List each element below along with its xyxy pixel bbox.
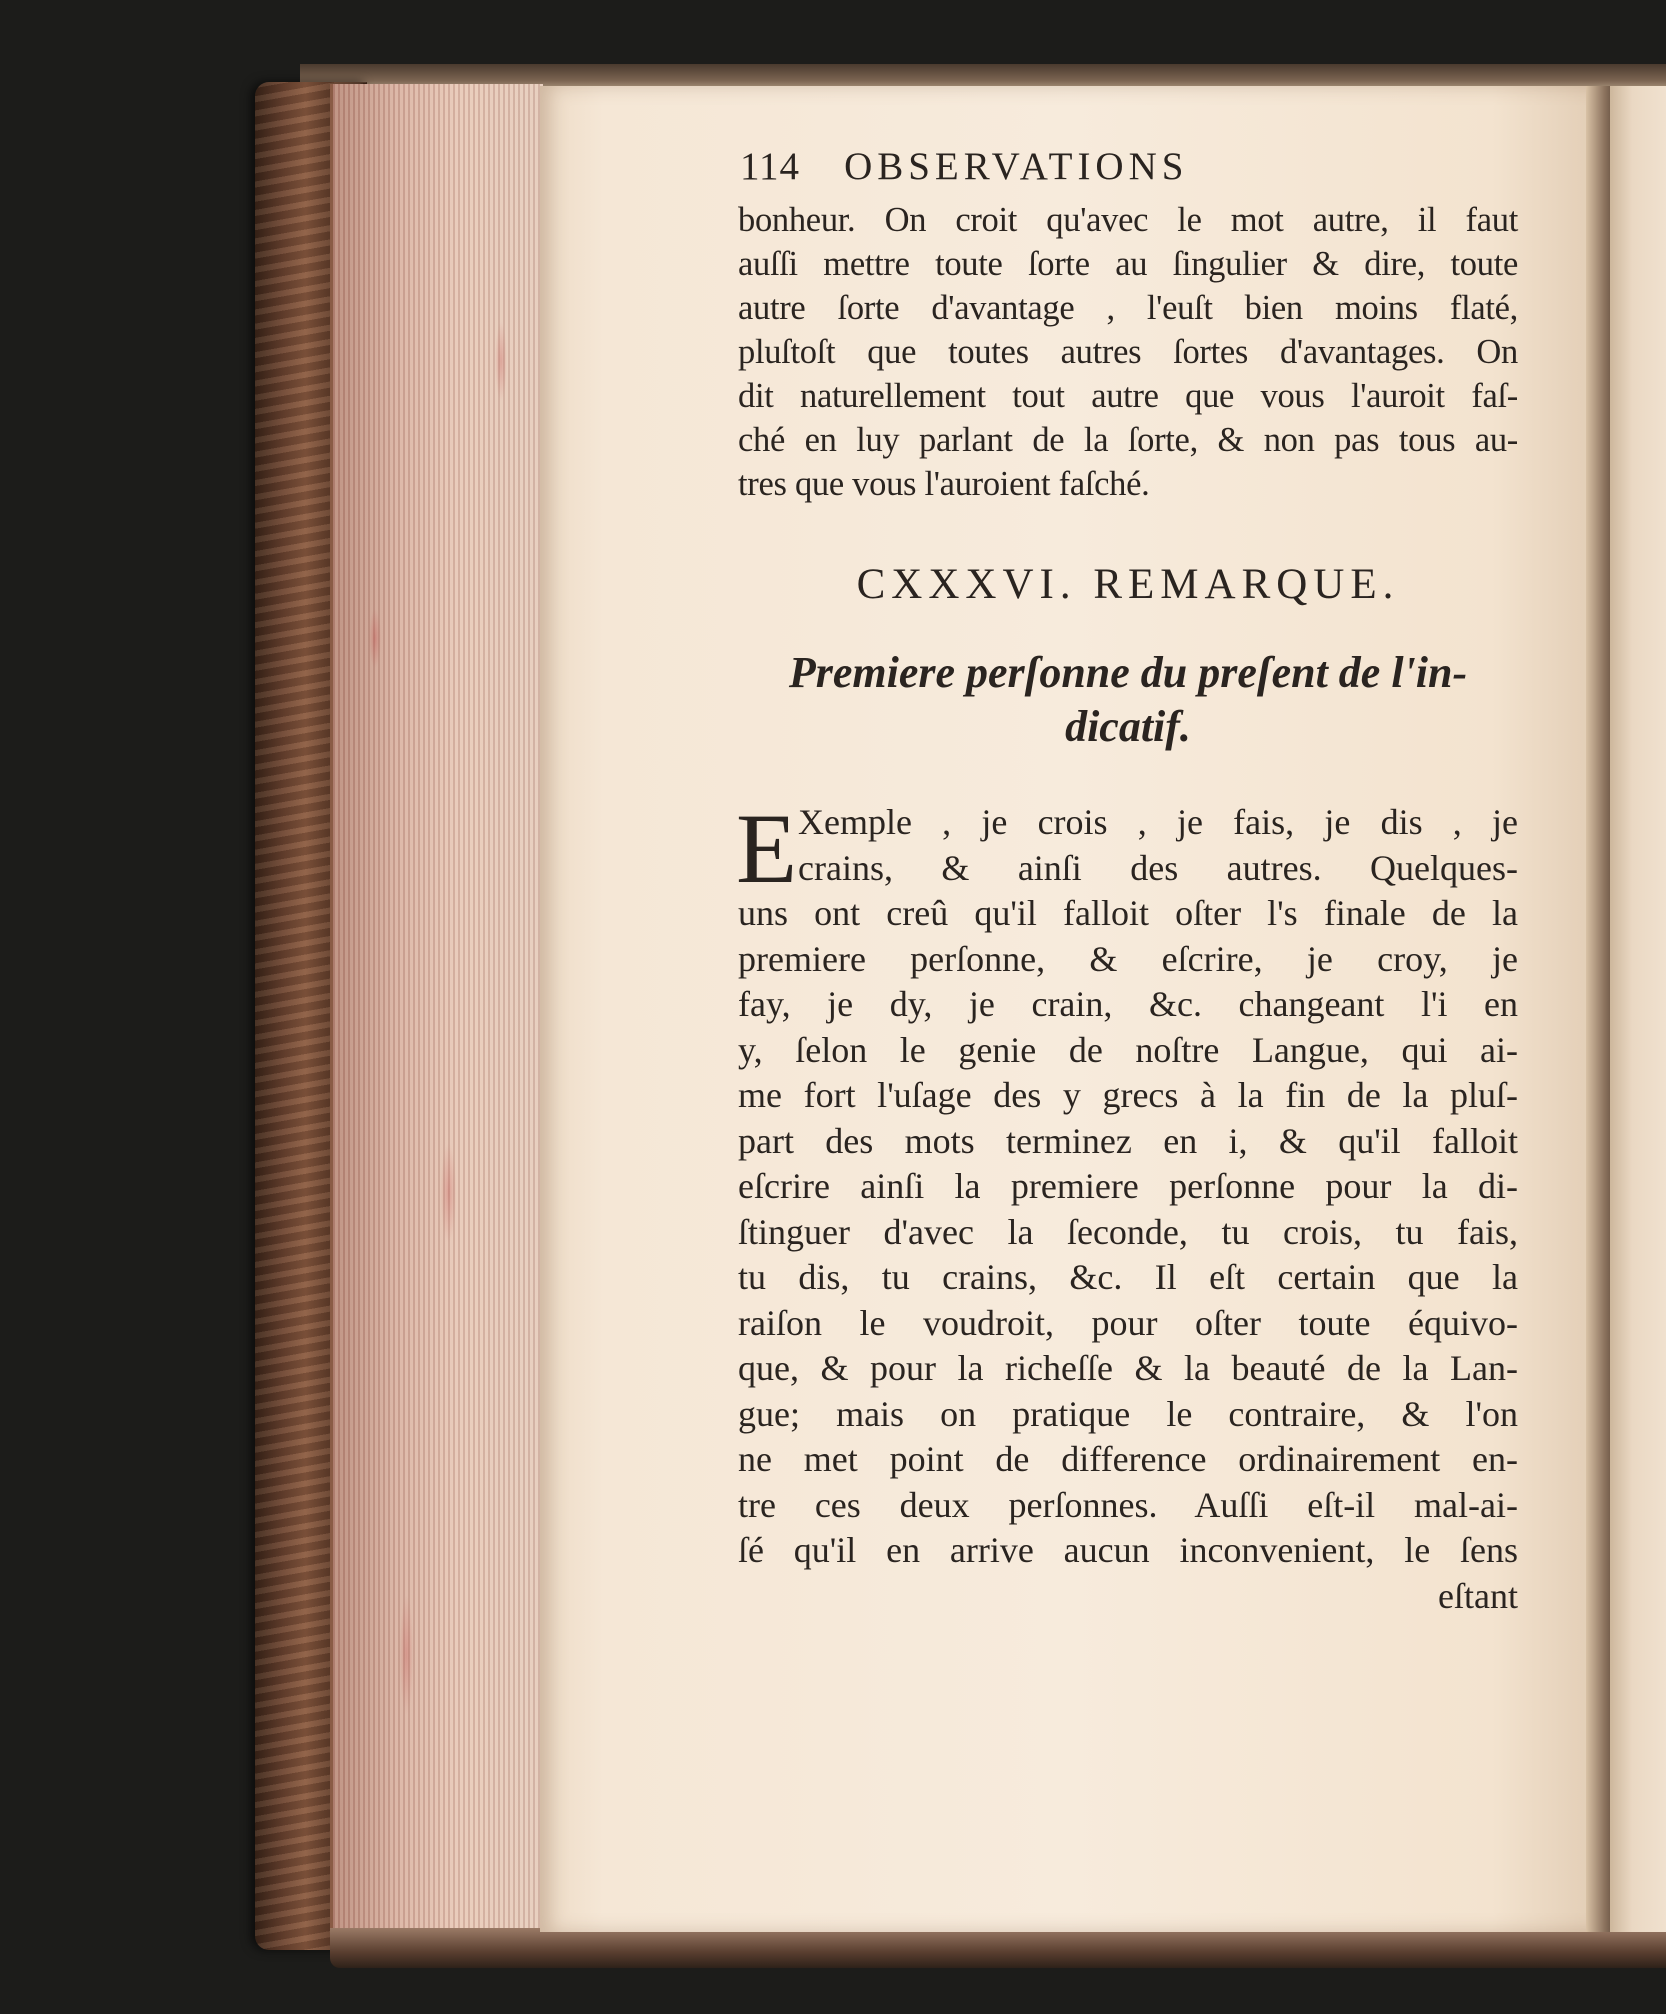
text-line: crains, & ainſi des autres. Quelques- xyxy=(798,847,1518,888)
facing-page-edge xyxy=(1610,86,1666,1932)
text-line: part des mots terminez en i, & qu'il falloit xyxy=(738,1120,1518,1161)
section-title-line: Premiere perſonne du preſent de l'in- xyxy=(788,648,1468,697)
text-line: eſcrire ainſi la premiere perſonne pour la di- xyxy=(738,1166,1518,1206)
text-line: ſé qu'il en arrive aucun inconvenient, le ſens xyxy=(738,1530,1518,1570)
main-paragraph xyxy=(736,793,1518,1619)
text-line: fay, je dy, je crain, &c. changeant l'i en xyxy=(738,984,1518,1024)
text-line: y, ſelon le genie de noſtre Langue, qui ai- xyxy=(738,1029,1518,1070)
text-line: premiere perſonne, & eſcrire, je croy, je xyxy=(738,938,1518,979)
text-line: raiſon le voudroit, pour oſter toute équivo- xyxy=(738,1302,1518,1343)
text-line: ſtinguer d'avec la ſeconde, tu crois, tu fais, xyxy=(738,1211,1518,1252)
text-line: tre ces deux perſonnes. Auſſi eſt-il mal-ai- xyxy=(738,1484,1518,1525)
text-line: bonheur. On croit qu'avec le mot autre, il faut xyxy=(738,201,1518,239)
section-title-line: dicatif. xyxy=(1065,702,1191,751)
text-line: pluſtoſt que toutes autres ſortes d'avantages. On xyxy=(738,333,1518,371)
text-line: auſſi mettre toute ſorte au ſingulier & dire, toute xyxy=(738,245,1518,283)
text-line: ne met point de difference ordinairement en- xyxy=(738,1439,1518,1479)
drop-cap: E xyxy=(736,793,798,904)
text-line: tres que vous l'auroient faſché. xyxy=(738,465,1150,503)
text-line: dit naturellement tout autre que vous l'auroit faſ- xyxy=(738,377,1518,415)
remark-heading: CXXXVI. REMARQUE. xyxy=(856,561,1400,608)
page-text xyxy=(738,144,1518,1619)
text-line: tu dis, tu crains, &c. Il eſt certain que la xyxy=(738,1257,1518,1297)
text-line: que, & pour la richeſſe & la beauté de la Lan- xyxy=(738,1348,1518,1388)
text-line: me fort l'uſage des y grecs à la fin de la pluſ- xyxy=(738,1075,1518,1115)
section-title xyxy=(738,646,1518,754)
text-line: uns ont creû qu'il falloit oſter l's finale de la xyxy=(738,893,1518,933)
top-paragraph xyxy=(738,198,1518,506)
running-head xyxy=(740,144,1518,198)
catchword: eſtant xyxy=(1438,1575,1518,1616)
book-bottom-edge xyxy=(330,1928,1666,1968)
running-title: OBSERVATIONS xyxy=(844,145,1189,188)
text-line: Xemple , je crois , je fais, je dis , je xyxy=(798,802,1518,842)
book-page-edges xyxy=(330,84,543,1932)
page-number: 114 xyxy=(740,145,801,188)
text-line: autre ſorte d'avantage , l'euſt bien moins flaté, xyxy=(738,289,1518,327)
text-line: gue; mais on pratique le contraire, & l'on xyxy=(738,1393,1518,1434)
text-line: ché en luy parlant de la ſorte, & non pas tous au- xyxy=(738,421,1518,459)
